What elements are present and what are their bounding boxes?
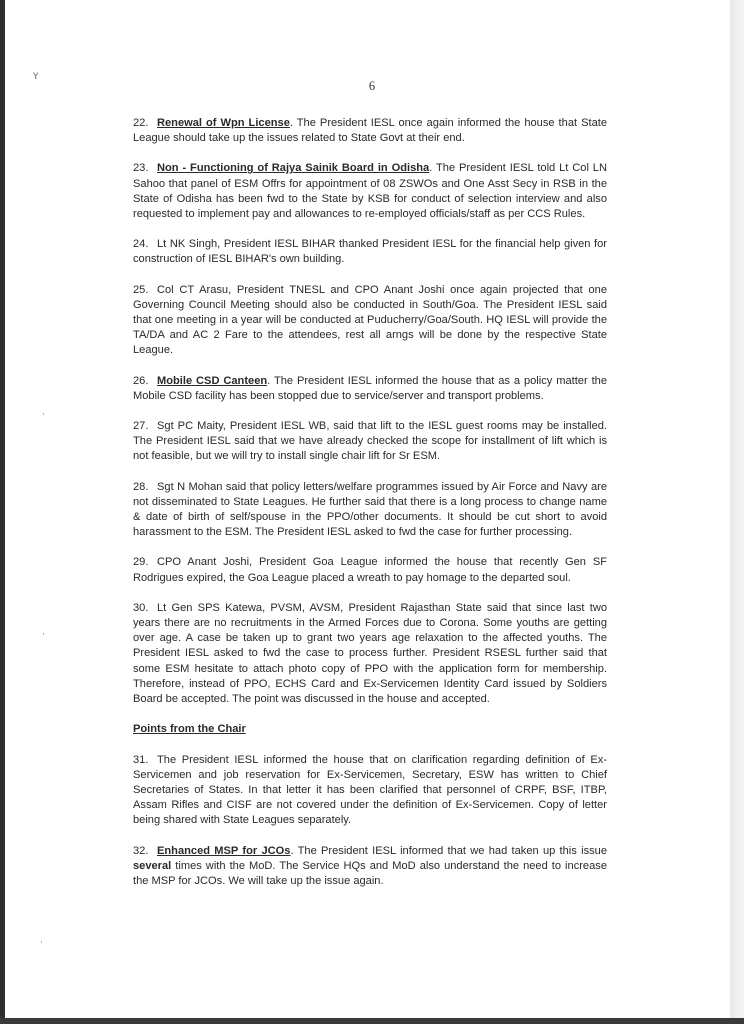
paragraph-number: 30. bbox=[133, 601, 149, 614]
paragraph-27 bbox=[133, 419, 607, 465]
heading-separator: . bbox=[267, 374, 274, 387]
paragraph-text: The President IESL told Lt Col LN Sahoo that panel of ESM Offrs for appointment of 08 ZSWOs and One Asst Secy in RSB in the State of Odisha has been fwd to the State by KSB for conduct of selection interview and also requested to implement pay and allowances to re-employed officials/staff as per CCS Rules. bbox=[133, 162, 607, 221]
emphasized-word: several bbox=[133, 859, 172, 872]
paragraph-number: 24. bbox=[133, 238, 149, 251]
paragraph-28 bbox=[133, 480, 607, 541]
heading-separator: . bbox=[289, 117, 297, 129]
page-number: 6 bbox=[368, 79, 376, 93]
section-heading-points-from-chair: Points from the Chair bbox=[133, 723, 246, 736]
paragraph-heading: Enhanced MSP for JCOs bbox=[157, 844, 291, 857]
document-body bbox=[133, 116, 607, 904]
paragraph-number: 22. bbox=[133, 117, 149, 129]
scan-mark: · bbox=[40, 938, 43, 948]
paragraph-text-continued: times with the MoD. The Service HQs and MoD also understand the need to increase the MSP for JCOs. We will take up the issue again. bbox=[133, 859, 607, 887]
paragraph-22 bbox=[133, 116, 607, 146]
scan-mark: · bbox=[42, 410, 45, 420]
scan-bottom-border bbox=[0, 1018, 744, 1024]
paragraph-text: Lt NK Singh, President IESL BIHAR thanked President IESL for the financial help given for construction of IESL BIHAR's own building. bbox=[133, 238, 607, 266]
paragraph-text: CPO Anant Joshi, President Goa League informed the house that recently Gen SF Rodrigues expired, the Goa League placed a wreath to pay homage to the departed soul. bbox=[133, 556, 607, 584]
paragraph-text: Col CT Arasu, President TNESL and CPO Anant Joshi once again projected that one Governing Council Meeting should also be conducted in South/Goa. The President IESL said that one meeting in a year will be conducted at Puducherry/Goa/South. HQ IESL will provide the TA/DA and AC 2 Fare to the attendees, rest all arngs will be done by the respective State League. bbox=[133, 283, 607, 357]
paragraph-number: 26. bbox=[133, 374, 149, 387]
heading-separator: . bbox=[429, 162, 436, 175]
paragraph-heading: Mobile CSD Canteen bbox=[157, 374, 268, 387]
scan-mark: · bbox=[42, 630, 45, 640]
paragraph-heading: Non - Functioning of Rajya Sainik Board in Odisha bbox=[157, 162, 430, 175]
paragraph-number: 32. bbox=[133, 844, 149, 857]
paragraph-text: Sgt PC Maity, President IESL WB, said that lift to the IESL guest rooms may be installed. The President IESL said that we have already checked the scope for installment of lift which is not feasible, but we will try to install single chair lift for Sr ESM. bbox=[133, 420, 607, 463]
paragraph-23 bbox=[133, 161, 607, 222]
paragraph-text: The President IESL once again informed the house that State League should take up the issues related to State Govt at their end. bbox=[133, 117, 607, 145]
heading-separator: . bbox=[290, 844, 298, 857]
paragraph-number: 23. bbox=[133, 162, 149, 175]
paragraph-25 bbox=[133, 283, 607, 359]
scan-right-margin bbox=[730, 0, 744, 1024]
paragraph-24 bbox=[133, 237, 607, 267]
paragraph-32 bbox=[133, 844, 607, 890]
paragraph-text: The President IESL informed the house that on clarification regarding definition of Ex-Servicemen and job reservation for Ex-Servicemen, Secretary, ESW has written to Chief Secretaries of States. In that letter it has been clarified that personnel of CRPF, BSF, ITBP, Assam Rifles and CISF are not covered under the definition of Ex-Servicemen. Copy of letter being shared with State Leagues separately. bbox=[133, 753, 607, 827]
paragraph-26 bbox=[133, 374, 607, 404]
paragraph-text: The President IESL informed the house that as a policy matter the Mobile CSD facility has been stopped due to service/server and transport problems. bbox=[133, 374, 607, 402]
paragraph-heading: Renewal of Wpn License bbox=[157, 117, 290, 129]
scan-left-border bbox=[0, 0, 5, 1024]
paragraph-text: Lt Gen SPS Katewa, PVSM, AVSM, President Rajasthan State said that since last two years there are no recruitments in the Armed Forces due to Corona. Some youths are getting over age. A case be taken up to grant two years age relaxation to the affected youths. The President IESL asked to fwd the case to process further. President RSESL further said that some ESM hesitate to attach photo copy of PPO with the application form for membership. Therefore, instead of PPO, ECHS Card and Ex-Servicemen Identity Card issued by Soldiers Board be accepted. The point was discussed in the house and accepted. bbox=[133, 601, 607, 706]
paragraph-31 bbox=[133, 753, 607, 829]
paragraph-text: The President IESL informed that we had taken up this issue bbox=[297, 844, 607, 857]
paragraph-number: 25. bbox=[133, 283, 149, 296]
paragraph-number: 29. bbox=[133, 556, 149, 569]
paragraph-text: Sgt N Mohan said that policy letters/welfare programmes issued by Air Force and Navy are not disseminated to State Leagues. He further said that there is a long process to change name & date of birth of self/spouse in the PPO/other documents. It should be cut short to avoid harassment to the ESM. The President IESL asked to fwd the case for further processing. bbox=[133, 480, 607, 539]
paragraph-29 bbox=[133, 555, 607, 585]
paragraph-number: 31. bbox=[133, 753, 149, 766]
paragraph-30 bbox=[133, 601, 607, 707]
paragraph-number: 27. bbox=[133, 420, 149, 433]
scan-mark: Y bbox=[33, 72, 39, 82]
paragraph-number: 28. bbox=[133, 480, 149, 493]
